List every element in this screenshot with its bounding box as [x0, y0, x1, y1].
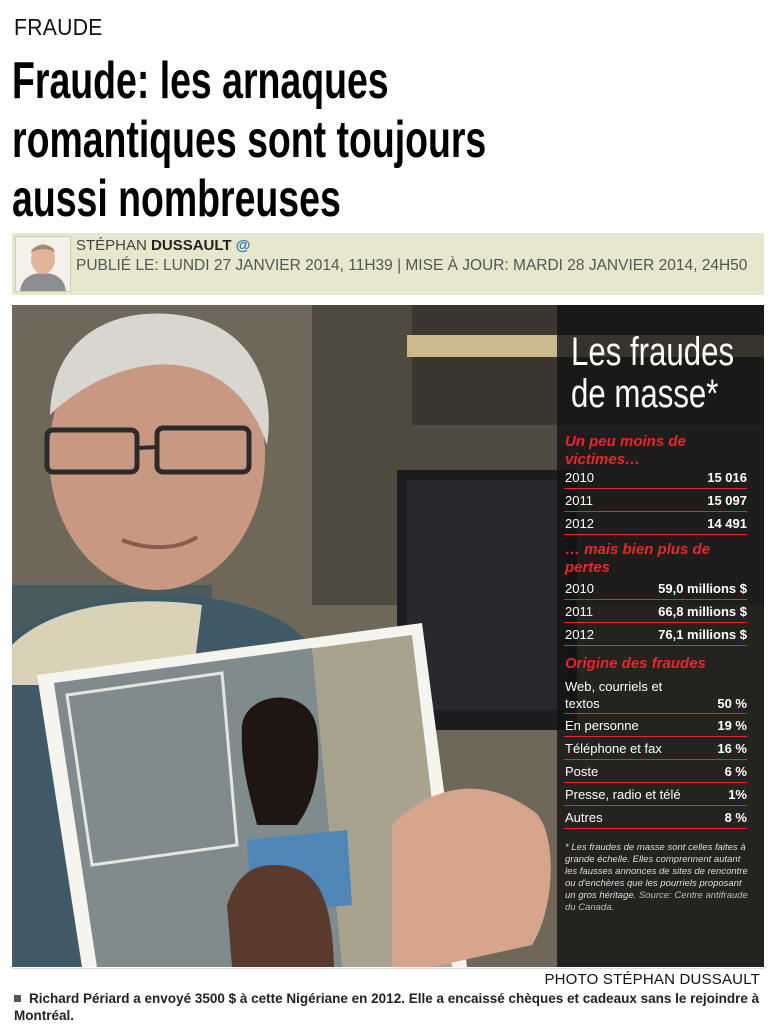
row-value: 1%	[728, 787, 747, 802]
author-first-name: STÉPHAN	[76, 237, 147, 254]
origins-row	[564, 762, 747, 783]
losses-subtitle: … mais bien plus de pertes	[565, 541, 711, 576]
caption-text: Richard Périard a envoyé 3500 $ à cette Nigériane en 2012. Elle a encaissé chèques et cadeaux sans le rejoindre à Montréal.	[14, 991, 760, 1023]
article-photo	[12, 305, 764, 967]
victims-row	[564, 491, 747, 512]
row-label: Presse, radio et télé	[565, 787, 681, 802]
row-value: 76,1 millions $	[658, 627, 747, 642]
section-label[interactable]: FRAUDE	[14, 14, 103, 40]
row-value: 8 %	[724, 810, 747, 825]
author-name	[76, 237, 250, 254]
row-label: Autres	[565, 810, 603, 825]
origins-row	[564, 716, 747, 737]
row-year: 2012	[565, 627, 594, 642]
origins-row	[564, 677, 747, 714]
row-label: Téléphone et fax	[565, 741, 662, 756]
infographic-title-line: Les fraudes	[571, 330, 735, 374]
row-value: 59,0 millions $	[658, 581, 747, 596]
row-value: 19 %	[717, 718, 747, 733]
losses-row	[564, 625, 747, 646]
infographic-title-line: de masse*	[571, 372, 719, 416]
row-value: 66,8 millions $	[658, 604, 747, 619]
row-value: 6 %	[724, 764, 747, 779]
footnote-source: Source: Centre antifraude du Canada.	[565, 890, 748, 913]
caption-divider	[12, 968, 764, 969]
author-twitter-link[interactable]: @	[235, 237, 251, 254]
row-label: Web, courriels et textos	[565, 679, 663, 711]
infographic-footnote	[565, 842, 750, 914]
caption-bullet-icon	[14, 995, 21, 1002]
row-value: 15 016	[707, 470, 747, 485]
row-label: Poste	[565, 764, 599, 779]
author-last-name[interactable]: DUSSAULT	[151, 237, 232, 254]
article-headline	[12, 52, 732, 229]
photo-caption	[14, 990, 764, 1024]
headline-line: Fraude: les arnaques	[12, 52, 389, 110]
victims-subtitle: Un peu moins de victimes…	[565, 433, 686, 468]
losses-row	[564, 579, 747, 600]
row-year: 2011	[565, 493, 593, 508]
victims-row	[564, 514, 747, 535]
headline-line: romantiques sont toujours	[12, 111, 487, 169]
row-year: 2010	[565, 581, 594, 596]
row-value: 16 %	[717, 741, 747, 756]
origins-row	[564, 785, 747, 806]
headline-line: aussi nombreuses	[12, 170, 341, 228]
row-value: 15 097	[707, 493, 747, 508]
row-year: 2010	[565, 470, 594, 485]
row-label: En personne	[565, 718, 639, 733]
row-year: 2011	[565, 604, 593, 619]
row-value: 14 491	[707, 516, 747, 531]
row-value: 50 %	[717, 696, 747, 711]
byline-box	[12, 233, 764, 295]
infographic-panel	[557, 305, 764, 967]
losses-row	[564, 602, 747, 623]
victims-row	[564, 468, 747, 489]
footnote-text: * Les fraudes de masse sont celles faites à grande échelle. Elles comprennent autant les fausses annonces de sites de rencontre ou d'enchères que les pourriels proposant un gros héritage.	[565, 842, 748, 901]
row-year: 2012	[565, 516, 594, 531]
origins-row	[564, 808, 747, 829]
author-avatar[interactable]	[15, 236, 71, 292]
origins-subtitle: Origine des fraudes	[565, 655, 706, 672]
photo-credit: PHOTO STÉPHAN DUSSAULT	[544, 971, 760, 988]
origins-row	[564, 739, 747, 760]
publish-dates: PUBLIÉ LE: LUNDI 27 JANVIER 2014, 11H39 | MISE À JOUR: MARDI 28 JANVIER 2014, 24H50	[76, 257, 748, 274]
infographic-title	[571, 331, 734, 415]
